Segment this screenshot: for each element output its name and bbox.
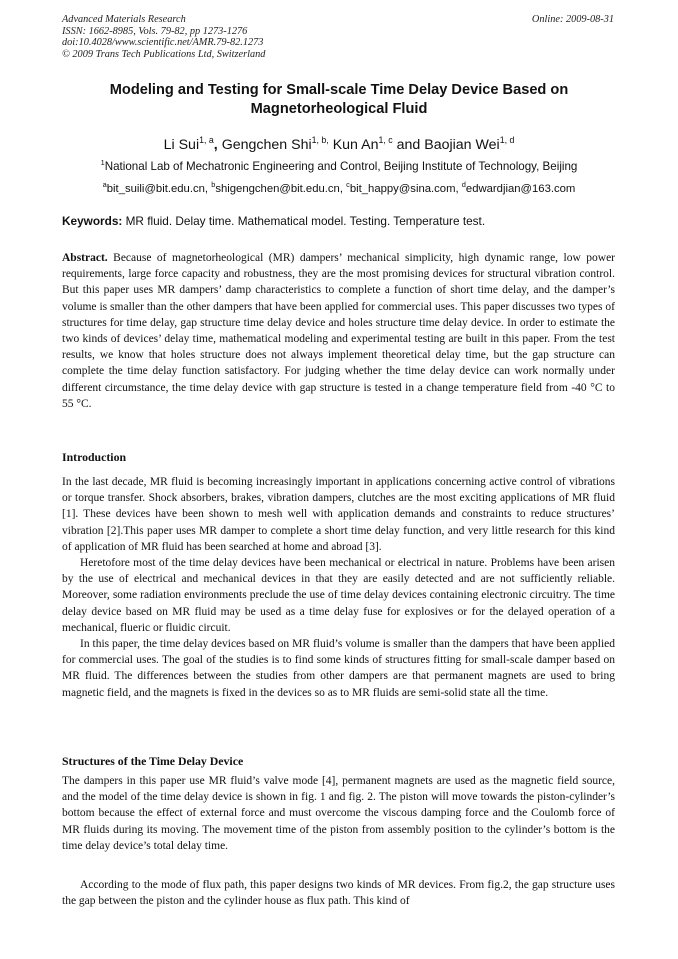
author-separator: and: [392, 137, 421, 153]
journal-name: Advanced Materials Research: [62, 14, 186, 25]
introduction-body: [62, 474, 615, 701]
journal-header: [62, 14, 614, 60]
author-name: Gengchen Shi: [221, 137, 312, 153]
author-sup: 1, b,: [311, 135, 329, 145]
section-heading-structures: Structures of the Time Delay Device: [62, 754, 244, 768]
structures-body-2: [62, 877, 615, 909]
author-name: Li Sui: [163, 137, 200, 153]
abstract: [62, 250, 615, 412]
section-heading-introduction: Introduction: [62, 450, 127, 464]
paragraph: In this paper, the time delay devices based on MR fluid’s volume is smaller than the dampers that have been applied for commercial uses. The goal of the studies is to find some kinds of structures fitting for small-scale damper based on MR fluid. The differences between the studies from other dampers are that permanent magnets are used to bring magnetic field, and the magnets is fixed in the devices so as to MR fluids are semi-solid state all the time.: [62, 638, 615, 699]
email-address[interactable]: bit_happy@sina.com,: [349, 183, 462, 195]
paragraph: The dampers in this paper use MR fluid’s valve mode [4], permanent magnets are used as the magnetic field source, and the model of the time delay device is shown in fig. 1 and fig. 2. The piston will move towards the piston-cylinder’s bottom because the effect of external force and must overcome the viscous damping force and the Coulomb force of MR fluids during its moving. The movement time of the piston from assembly position to the cylinder’s bottom is the time delay device’s total delay time.: [62, 775, 615, 852]
paper-title: [62, 81, 616, 119]
online-date: Online: 2009-08-31: [531, 14, 614, 25]
doi-line: doi:10.4028/www.scientific.net/AMR.79-82.1273: [62, 37, 264, 49]
email-sup: a: [102, 180, 107, 189]
abstract-text: Because of magnetorheological (MR) dampers’ mechanical simplicity, high dynamic range, low power requirements, large force capacity and robustness, they are the most promising devices for structural vibration control. But this paper uses MR dampers’ damp characteristics to complete a function of short time delay, and the damper’s volume is smaller than the other dampers that have been applied for commercial uses. This paper discusses two types of structures for time delay, gap structure time delay device and holes structure time delay device. In order to estimate the two kinds of devices’ delay time, mathematical modeling and experimental testing are built in this paper. From the test results, we know that holes structure does not always implement theoretical delay time, but the gap structure can complete the time delay function satisfactory. For judging whether the time delay device can work normally under different circumstance, the time delay device with gap structure is tested in a change temperature field from -40 °C to 55 °C.: [62, 252, 615, 410]
email-list: [62, 177, 616, 197]
author-sup: 1, a: [199, 135, 214, 145]
keywords-text: MR fluid. Delay time. Mathematical model. Testing. Temperature test.: [122, 214, 486, 228]
copyright-line: © 2009 Trans Tech Publications Ltd, Switzerland: [62, 48, 266, 60]
email-sup: c: [346, 180, 350, 189]
paragraph: In the last decade, MR fluid is becoming increasingly important in applications concerning active control of vibrations or torque transfer. Shock absorbers, brakes, vibration dampers, clutches are the most exciting applications of MR fluid [1]. These devices have been shown to mesh well with application demands and constraints to reduce structures’ vibration [2].This paper uses MR damper to complete a short time delay function, and very little research for this kind of application of MR fluid has been searched at home and abroad [3].: [62, 476, 615, 553]
title-line-1: Modeling and Testing for Small-scale Time Delay Device Based on: [109, 82, 569, 98]
email-address[interactable]: edwardjian@163.com: [465, 183, 576, 195]
keywords: [62, 213, 616, 229]
structures-body: [62, 773, 615, 854]
author-name: Baojian Wei: [424, 137, 500, 153]
issn-line: ISSN: 1662-8985, Vols. 79-82, pp 1273-1276: [62, 25, 248, 37]
paragraph: Heretofore most of the time delay devices have been mechanical or electrical in nature. Problems have been arisen by the use of electrical and mechanical devices in that they are easily detected and are not sufficiently reliable. Moreover, some radiation environments preclude the use of time delay devices containing electronic circuitry. The time delay device based on MR fluid may be used as a time delay fuse for explosives or for the delayed operation of a mechanical, flueric or fluidic circuit.: [62, 557, 615, 634]
affiliation: [62, 155, 616, 175]
title-line-2: Magnetorheological Fluid: [250, 101, 428, 117]
paragraph: According to the mode of flux path, this paper designs two kinds of MR devices. From fig.2, the gap structure uses the gap between the piston and the cylinder house as flux path. This kind of: [62, 879, 615, 908]
affiliation-sup: 1: [100, 158, 105, 167]
keywords-label: Keywords:: [62, 214, 123, 228]
email-address[interactable]: shigengchen@bit.edu.cn,: [215, 183, 347, 195]
email-address[interactable]: bit_suili@bit.edu.cn,: [106, 183, 212, 195]
author-sup: 1, c: [378, 135, 393, 145]
email-sup: d: [461, 180, 466, 189]
abstract-label: Abstract.: [62, 252, 108, 264]
author-sup: 1, d: [499, 135, 515, 145]
affiliation-text: National Lab of Mechatronic Engineering and Control, Beijing Institute of Technology, Beijing: [104, 160, 578, 173]
author-list: [62, 131, 616, 154]
author-separator: ,: [213, 137, 218, 153]
author-name: Kun An: [332, 137, 379, 153]
email-sup: b: [211, 180, 216, 189]
